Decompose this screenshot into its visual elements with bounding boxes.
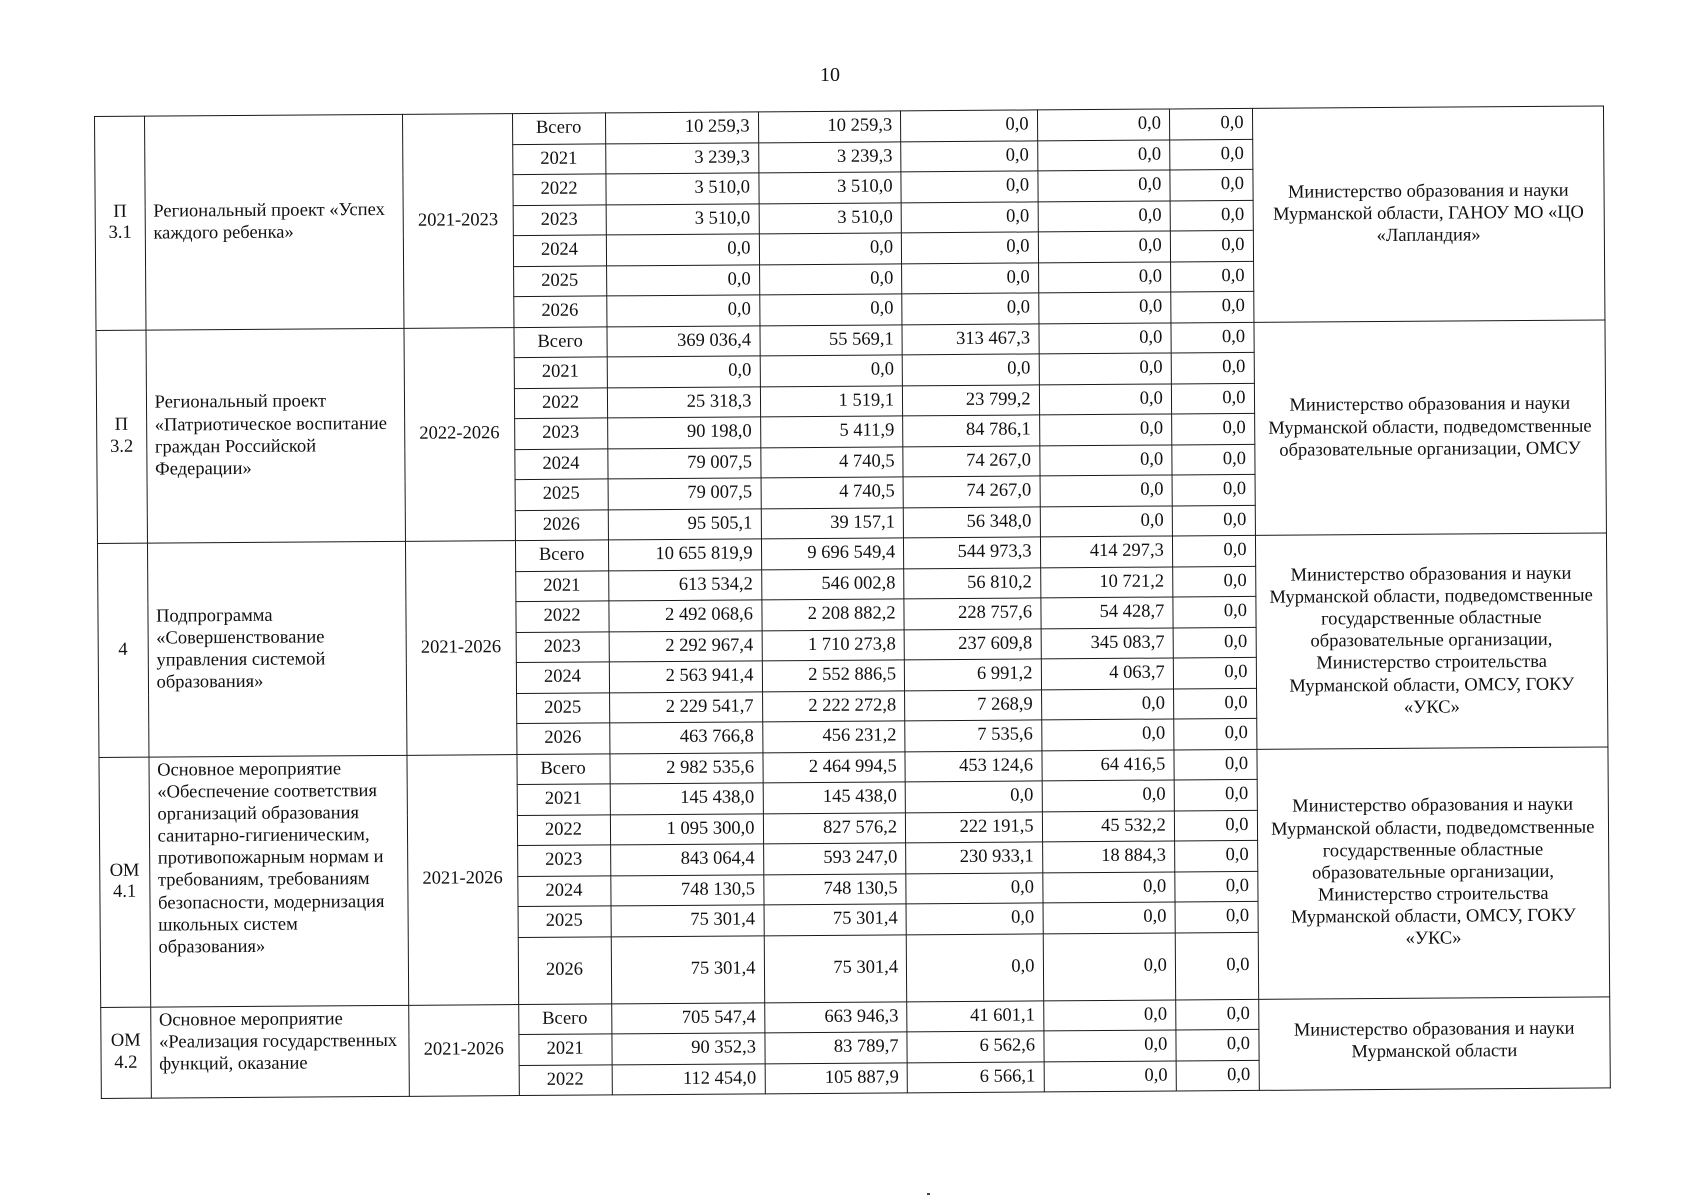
scan-speck (927, 1193, 930, 1195)
value-cell: 222 191,5 (906, 811, 1043, 842)
row-executor: Министерство образования и науки Мурманской области (1258, 996, 1610, 1090)
row-executor: Министерство образования и науки Мурманской области, подведомственные образовательные организации, ОМСУ (1253, 319, 1606, 535)
value-cell: 3 510,0 (759, 202, 902, 233)
row-year: 2025 (518, 906, 611, 937)
value-cell: 3 239,3 (605, 142, 758, 174)
value-cell: 55 569,1 (759, 324, 902, 355)
value-cell: 145 438,0 (763, 782, 906, 813)
value-cell: 75 301,4 (611, 905, 764, 937)
value-cell: 2 208 882,2 (761, 599, 904, 630)
row-year: 2026 (516, 723, 609, 754)
row-executor: Министерство образования и науки Мурманской области, подведомственные государственные областные образовательные организации, Министерство строительства Мурманской области, ОМСУ, ГОКУ «УКС» (1256, 746, 1609, 998)
value-cell: 0,0 (759, 294, 902, 325)
value-cell: 0,0 (1172, 505, 1255, 536)
value-cell: 0,0 (901, 171, 1038, 202)
row-year: 2026 (515, 509, 608, 540)
row-year: 2021 (517, 784, 610, 815)
value-cell: 56 810,2 (904, 567, 1041, 598)
row-year: 2026 (513, 296, 606, 327)
value-cell: 0,0 (902, 293, 1039, 324)
row-year: 2024 (513, 235, 606, 266)
value-cell: 90 352,3 (611, 1033, 764, 1065)
value-cell: 456 231,2 (762, 721, 905, 752)
value-cell: 25 318,3 (607, 386, 760, 418)
row-year: 2025 (513, 265, 606, 296)
row-name: Основное мероприятие «Обеспечение соответствия организаций образования санитарно-гигиеническим, противопожарным нормам и требованиям, требованиям безопасности, модернизация школьных систем образования» (149, 755, 409, 1007)
value-cell: 0,0 (1172, 535, 1255, 566)
value-cell: 6 562,6 (907, 1031, 1044, 1062)
value-cell: 0,0 (607, 356, 760, 388)
value-cell: 0,0 (606, 295, 759, 327)
value-cell: 0,0 (1175, 871, 1258, 902)
value-cell: 0,0 (906, 933, 1043, 1001)
value-cell: 83 789,7 (764, 1032, 907, 1063)
value-cell: 0,0 (760, 355, 903, 386)
row-year: 2023 (514, 418, 607, 449)
value-cell: 45 532,2 (1042, 810, 1174, 841)
value-cell: 6 566,1 (907, 1061, 1044, 1092)
row-period: 2021-2026 (405, 541, 516, 755)
row-year: 2025 (515, 479, 608, 510)
row-period: 2021-2023 (402, 114, 513, 328)
value-cell: 10 259,3 (605, 112, 758, 144)
row-year: 2022 (517, 814, 610, 845)
row-name: Региональный проект «Патриотическое воспитание граждан Российской Федерации» (146, 328, 406, 543)
row-code: ОМ 4.2 (101, 1007, 151, 1099)
value-cell: 0,0 (1037, 109, 1169, 140)
value-cell: 228 757,6 (904, 598, 1041, 629)
row-year: 2024 (516, 662, 609, 693)
value-cell: 546 002,8 (761, 568, 904, 599)
value-cell: 10 655 819,9 (608, 539, 761, 571)
value-cell: 0,0 (1176, 999, 1259, 1030)
value-cell: 0,0 (1039, 322, 1171, 353)
value-cell: 7 268,9 (905, 689, 1042, 720)
value-cell: 95 505,1 (608, 508, 761, 540)
value-cell: 0,0 (1040, 475, 1172, 506)
value-cell: 0,0 (606, 234, 759, 266)
value-cell: 453 124,6 (905, 750, 1042, 781)
value-cell: 843 064,4 (610, 844, 763, 876)
value-cell: 2 222 272,8 (762, 690, 905, 721)
row-year: 2025 (516, 692, 609, 723)
value-cell: 2 492 068,6 (608, 600, 761, 632)
table-body (95, 106, 1611, 1099)
value-cell: 0,0 (1175, 932, 1258, 1000)
value-cell: 10 259,3 (758, 111, 901, 142)
value-cell: 0,0 (1175, 901, 1258, 932)
value-cell: 827 576,2 (763, 812, 906, 843)
value-cell: 5 411,9 (760, 416, 903, 447)
row-code: ОМ 4.1 (99, 757, 150, 1007)
row-code: П 3.2 (96, 330, 147, 544)
value-cell: 0,0 (901, 140, 1038, 171)
value-cell: 0,0 (1043, 902, 1175, 933)
value-cell: 613 534,2 (608, 569, 761, 601)
value-cell: 3 510,0 (605, 173, 758, 205)
row-year: 2021 (515, 570, 608, 601)
value-cell: 0,0 (1043, 932, 1176, 1000)
value-cell: 2 292 967,4 (609, 630, 762, 662)
row-year: 2023 (516, 631, 609, 662)
value-cell: 0,0 (1038, 200, 1170, 231)
value-cell: 41 601,1 (907, 1000, 1044, 1031)
value-cell: 0,0 (1044, 1060, 1176, 1091)
value-cell: 369 036,4 (607, 325, 760, 357)
row-year: 2021 (514, 357, 607, 388)
value-cell: 345 083,7 (1041, 627, 1173, 658)
value-cell: 0,0 (1170, 230, 1253, 261)
row-year: 2023 (513, 204, 606, 235)
row-year: Всего (512, 113, 605, 144)
row-year: 2022 (515, 601, 608, 632)
value-cell: 0,0 (1039, 444, 1171, 475)
value-cell: 75 301,4 (764, 934, 907, 1002)
value-cell: 0,0 (1172, 566, 1255, 597)
value-cell: 145 438,0 (610, 783, 763, 815)
value-cell: 74 267,0 (903, 476, 1040, 507)
value-cell: 0,0 (901, 232, 1038, 263)
value-cell: 0,0 (906, 903, 1043, 934)
value-cell: 2 563 941,4 (609, 661, 762, 693)
value-cell: 10 721,2 (1040, 566, 1172, 597)
row-code: П 3.1 (95, 116, 146, 330)
value-cell: 18 884,3 (1042, 841, 1174, 872)
row-executor: Министерство образования и науки Мурманской области, ГАНОУ МО «ЦО «Лапландия» (1252, 106, 1605, 322)
row-period: 2022-2026 (404, 327, 515, 541)
value-cell: 0,0 (1170, 139, 1253, 170)
row-year: Всего (515, 540, 608, 571)
value-cell: 1 519,1 (760, 385, 903, 416)
value-cell: 2 229 541,7 (609, 691, 762, 723)
value-cell: 593 247,0 (763, 843, 906, 874)
value-cell: 0,0 (1039, 383, 1171, 414)
value-cell: 90 198,0 (607, 417, 760, 449)
value-cell: 0,0 (902, 262, 1039, 293)
value-cell: 0,0 (1170, 169, 1253, 200)
value-cell: 56 348,0 (903, 506, 1040, 537)
row-year: 2022 (512, 174, 605, 205)
value-cell: 0,0 (1170, 200, 1253, 231)
value-cell: 0,0 (1043, 1030, 1175, 1061)
value-cell: 2 982 535,6 (610, 752, 763, 784)
value-cell: 748 130,5 (610, 874, 763, 906)
row-name: Подпрограмма «Совершенствование управления системой образования» (147, 541, 407, 756)
row-name: Региональный проект «Успех каждого ребенка» (144, 114, 404, 329)
value-cell: 0,0 (759, 233, 902, 264)
value-cell: 0,0 (905, 781, 1042, 812)
value-cell: 105 887,9 (765, 1062, 908, 1093)
row-code: 4 (97, 543, 148, 757)
value-cell: 0,0 (1173, 688, 1256, 719)
value-cell: 0,0 (1042, 871, 1174, 902)
value-cell: 0,0 (1169, 108, 1252, 139)
row-year: Всего (518, 1003, 611, 1034)
row-year: 2021 (512, 143, 605, 174)
value-cell: 230 933,1 (906, 842, 1043, 873)
value-cell: 1 710 273,8 (762, 629, 905, 660)
value-cell: 544 973,3 (904, 537, 1041, 568)
value-cell: 0,0 (1038, 292, 1170, 323)
row-year: 2021 (518, 1034, 611, 1065)
value-cell: 0,0 (1037, 139, 1169, 170)
value-cell: 75 301,4 (764, 904, 907, 935)
value-cell: 3 239,3 (758, 141, 901, 172)
value-cell: 0,0 (1173, 627, 1256, 658)
value-cell: 6 991,2 (904, 659, 1041, 690)
value-cell: 313 467,3 (902, 323, 1039, 354)
value-cell: 748 130,5 (763, 873, 906, 904)
value-cell: 39 157,1 (761, 507, 904, 538)
value-cell: 0,0 (1039, 414, 1171, 445)
value-cell: 0,0 (759, 263, 902, 294)
value-cell: 463 766,8 (609, 722, 762, 754)
value-cell: 23 799,2 (903, 384, 1040, 415)
page-number: 10 (820, 64, 840, 86)
value-cell: 0,0 (1176, 1060, 1259, 1091)
value-cell: 54 428,7 (1040, 597, 1172, 628)
value-cell: 0,0 (1037, 170, 1169, 201)
value-cell: 0,0 (1171, 352, 1254, 383)
row-name: Основное мероприятие «Реализация государственных функций, оказание (150, 1005, 409, 1098)
value-cell: 4 063,7 (1041, 658, 1173, 689)
row-year: 2024 (517, 875, 610, 906)
row-period: 2021-2026 (409, 1004, 519, 1096)
value-cell: 0,0 (606, 264, 759, 296)
value-cell: 0,0 (1171, 322, 1254, 353)
value-cell: 75 301,4 (611, 935, 764, 1003)
row-executor: Министерство образования и науки Мурманской области, подведомственные государственные областные образовательные организации, Министерство строительства Мурманской области, ОМСУ, ГОКУ «УКС» (1255, 533, 1608, 749)
value-cell: 0,0 (1043, 999, 1175, 1030)
value-cell: 64 416,5 (1041, 749, 1173, 780)
value-cell: 0,0 (906, 872, 1043, 903)
row-year: 2026 (518, 936, 611, 1004)
value-cell: 0,0 (1170, 261, 1253, 292)
value-cell: 0,0 (1174, 779, 1257, 810)
value-cell: 79 007,5 (607, 447, 760, 479)
value-cell: 0,0 (1172, 444, 1255, 475)
row-period: 2021-2026 (407, 754, 518, 1005)
value-cell: 0,0 (1174, 718, 1257, 749)
value-cell: 0,0 (1171, 383, 1254, 414)
value-cell: 414 297,3 (1040, 536, 1172, 567)
value-cell: 0,0 (902, 354, 1039, 385)
value-cell: 0,0 (1039, 353, 1171, 384)
value-cell: 9 696 549,4 (761, 538, 904, 569)
value-cell: 84 786,1 (903, 415, 1040, 446)
value-cell: 0,0 (1042, 780, 1174, 811)
value-cell: 663 946,3 (764, 1001, 907, 1032)
value-cell: 112 454,0 (612, 1063, 765, 1095)
row-year: Всего (514, 326, 607, 357)
value-cell: 0,0 (1171, 413, 1254, 444)
value-cell: 3 510,0 (758, 172, 901, 203)
value-cell: 7 535,6 (905, 720, 1042, 751)
value-cell: 0,0 (1041, 719, 1173, 750)
row-year: 2024 (514, 448, 607, 479)
value-cell: 1 095 300,0 (610, 813, 763, 845)
value-cell: 74 267,0 (903, 445, 1040, 476)
value-cell: 4 740,5 (761, 477, 904, 508)
value-cell: 0,0 (1040, 505, 1172, 536)
value-cell: 0,0 (901, 110, 1038, 141)
value-cell: 0,0 (1174, 840, 1257, 871)
value-cell: 0,0 (1176, 1029, 1259, 1060)
row-year: Всего (516, 753, 609, 784)
funding-table (94, 105, 1611, 1099)
value-cell: 79 007,5 (608, 478, 761, 510)
value-cell: 237 609,8 (904, 628, 1041, 659)
row-year: 2023 (517, 845, 610, 876)
value-cell: 705 547,4 (611, 1002, 764, 1034)
value-cell: 0,0 (1041, 688, 1173, 719)
value-cell: 3 510,0 (606, 203, 759, 235)
value-cell: 0,0 (1173, 596, 1256, 627)
value-cell: 0,0 (1174, 749, 1257, 780)
row-year: 2022 (514, 387, 607, 418)
value-cell: 0,0 (1038, 261, 1170, 292)
value-cell: 2 464 994,5 (762, 751, 905, 782)
value-cell: 0,0 (1038, 231, 1170, 262)
value-cell: 0,0 (1171, 291, 1254, 322)
value-cell: 0,0 (1172, 474, 1255, 505)
value-cell: 4 740,5 (760, 446, 903, 477)
value-cell: 0,0 (901, 201, 1038, 232)
value-cell: 0,0 (1174, 810, 1257, 841)
value-cell: 2 552 886,5 (762, 660, 905, 691)
row-year: 2022 (519, 1064, 612, 1095)
value-cell: 0,0 (1173, 657, 1256, 688)
